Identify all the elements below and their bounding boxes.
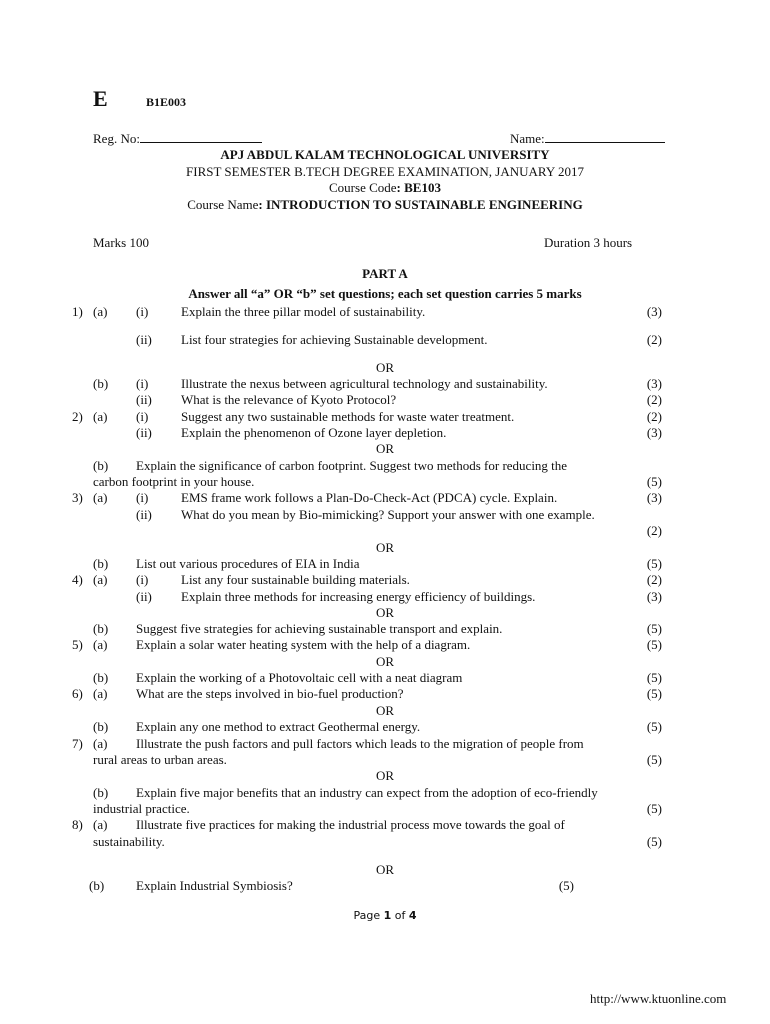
- question-marks: (5): [646, 637, 662, 652]
- exam-title: FIRST SEMESTER B.TECH DEGREE EXAMINATION, JANUARY 2017: [186, 164, 584, 179]
- question-text: Explain any one method to extract Geothermal energy.: [136, 719, 421, 734]
- question-text: Explain three methods for increasing energy efficiency of buildings.: [181, 589, 536, 604]
- question-part: (a): [93, 736, 108, 751]
- question-marks: (5): [646, 621, 662, 636]
- subpart-numeral: (ii): [136, 507, 152, 522]
- university-name: APJ ABDUL KALAM TECHNOLOGICAL UNIVERSITY: [220, 147, 550, 162]
- name-label: Name:: [510, 131, 545, 146]
- page-number: [0, 908, 770, 923]
- or-separator: OR: [375, 862, 395, 877]
- page-of: of: [391, 909, 409, 922]
- question-number: 8): [72, 817, 83, 832]
- question-text: What are the steps involved in bio-fuel production?: [136, 686, 404, 701]
- subpart-numeral: (ii): [136, 332, 152, 347]
- subpart-numeral: (i): [136, 572, 149, 587]
- question-number: 3): [72, 490, 83, 505]
- name-field: [510, 130, 665, 146]
- question-marks: (5): [646, 719, 662, 734]
- reg-no-field: [93, 130, 262, 146]
- question-marks: (3): [646, 589, 662, 604]
- subpart-numeral: (ii): [136, 392, 152, 407]
- paper-code: B1E003: [146, 95, 187, 109]
- question-marks: (3): [646, 425, 662, 440]
- subpart-numeral: (ii): [136, 425, 152, 440]
- question-text: What do you mean by Bio-mimicking? Support your answer with one example.: [181, 507, 595, 522]
- question-part: (b): [93, 556, 109, 571]
- question-text: List out various procedures of EIA in India: [136, 556, 360, 571]
- question-part: (a): [93, 572, 108, 587]
- subpart-numeral: (i): [136, 304, 149, 319]
- reg-no-blank: [140, 130, 262, 143]
- question-marks: (5): [646, 474, 662, 489]
- question-part: (b): [93, 458, 109, 473]
- question-marks: (3): [646, 376, 662, 391]
- question-number: 6): [72, 686, 83, 701]
- question-marks: (5): [646, 670, 662, 685]
- question-marks: (5): [558, 878, 574, 893]
- page-current: 1: [383, 909, 392, 922]
- subpart-numeral: (i): [136, 490, 149, 505]
- question-marks: (3): [646, 304, 662, 319]
- question-marks: (5): [646, 556, 662, 571]
- subpart-numeral: (i): [136, 409, 149, 424]
- question-text: carbon footprint in your house.: [93, 474, 255, 489]
- subpart-numeral: (ii): [136, 589, 152, 604]
- question-part: (b): [89, 878, 105, 893]
- question-number: 2): [72, 409, 83, 424]
- question-text: Explain the significance of carbon footprint. Suggest two methods for reducing the: [136, 458, 568, 473]
- question-text: What is the relevance of Kyoto Protocol?: [181, 392, 397, 407]
- or-separator: OR: [375, 703, 395, 718]
- source-url[interactable]: http://www.ktuonline.com: [590, 991, 727, 1006]
- question-marks: (2): [646, 392, 662, 407]
- question-part: (b): [93, 785, 109, 800]
- question-text: Suggest any two sustainable methods for waste water treatment.: [181, 409, 515, 424]
- or-separator: OR: [375, 540, 395, 555]
- question-part: (a): [93, 490, 108, 505]
- question-text: Explain Industrial Symbiosis?: [136, 878, 293, 893]
- course-code-label: Course Code: [329, 180, 397, 195]
- course-name-value: : INTRODUCTION TO SUSTAINABLE ENGINEERING: [258, 197, 583, 212]
- page-total: 4: [408, 909, 417, 922]
- or-separator: OR: [375, 605, 395, 620]
- question-text: Explain the working of a Photovoltaic cell with a neat diagram: [136, 670, 463, 685]
- question-part: (b): [93, 719, 109, 734]
- question-part: (b): [93, 621, 109, 636]
- question-marks: (2): [646, 572, 662, 587]
- question-text: Explain the phenomenon of Ozone layer depletion.: [181, 425, 447, 440]
- question-text: Explain five major benefits that an industry can expect from the adoption of eco-friendly: [136, 785, 598, 800]
- name-blank: [545, 130, 665, 143]
- question-part: (a): [93, 409, 108, 424]
- duration: Duration 3 hours: [544, 235, 633, 250]
- question-text: Suggest five strategies for achieving sustainable transport and explain.: [136, 621, 503, 636]
- question-part: (a): [93, 637, 108, 652]
- reg-no-label: Reg. No:: [93, 131, 140, 146]
- question-number: 4): [72, 572, 83, 587]
- or-separator: OR: [375, 441, 395, 456]
- question-text: Illustrate five practices for making the industrial process move towards the goal of: [136, 817, 565, 832]
- question-text: Illustrate the push factors and pull factors which leads to the migration of people from: [136, 736, 584, 751]
- question-part: (a): [93, 304, 108, 319]
- question-text: List four strategies for achieving Sustainable development.: [181, 332, 488, 347]
- question-marks: (2): [646, 409, 662, 424]
- question-text: List any four sustainable building materials.: [181, 572, 410, 587]
- or-separator: OR: [375, 360, 395, 375]
- or-separator: OR: [375, 654, 395, 669]
- series-letter: E: [93, 86, 108, 111]
- question-text: Explain a solar water heating system with the help of a diagram.: [136, 637, 471, 652]
- question-part: (b): [93, 376, 109, 391]
- course-name-label: Course Name: [187, 197, 259, 212]
- question-text: industrial practice.: [93, 801, 190, 816]
- course-code: [0, 180, 770, 195]
- page-prefix: Page: [353, 909, 384, 922]
- question-marks: (2): [646, 332, 662, 347]
- or-separator: OR: [375, 768, 395, 783]
- question-text: EMS frame work follows a Plan-Do-Check-Act (PDCA) cycle. Explain.: [181, 490, 558, 505]
- course-code-value: : BE103: [396, 180, 441, 195]
- question-marks: (5): [646, 801, 662, 816]
- question-marks: (5): [646, 752, 662, 767]
- question-marks: (5): [646, 686, 662, 701]
- question-number: 5): [72, 637, 83, 652]
- course-name: [0, 197, 770, 212]
- question-marks: (5): [646, 834, 662, 849]
- question-text: rural areas to urban areas.: [93, 752, 227, 767]
- question-marks: (3): [646, 490, 662, 505]
- question-text: Explain the three pillar model of sustainability.: [181, 304, 426, 319]
- part-heading: PART A: [362, 266, 408, 281]
- question-part: (b): [93, 670, 109, 685]
- marks-total: Marks 100: [93, 235, 149, 250]
- question-part: (a): [93, 686, 108, 701]
- question-number: 1): [72, 304, 83, 319]
- subpart-numeral: (i): [136, 376, 149, 391]
- question-marks: (2): [646, 523, 662, 538]
- question-number: 7): [72, 736, 83, 751]
- question-part: (a): [93, 817, 108, 832]
- question-text: Illustrate the nexus between agricultural technology and sustainability.: [181, 376, 548, 391]
- part-instruction: Answer all “a” OR “b” set questions; each set question carries 5 marks: [188, 286, 582, 301]
- question-text: sustainability.: [93, 834, 165, 849]
